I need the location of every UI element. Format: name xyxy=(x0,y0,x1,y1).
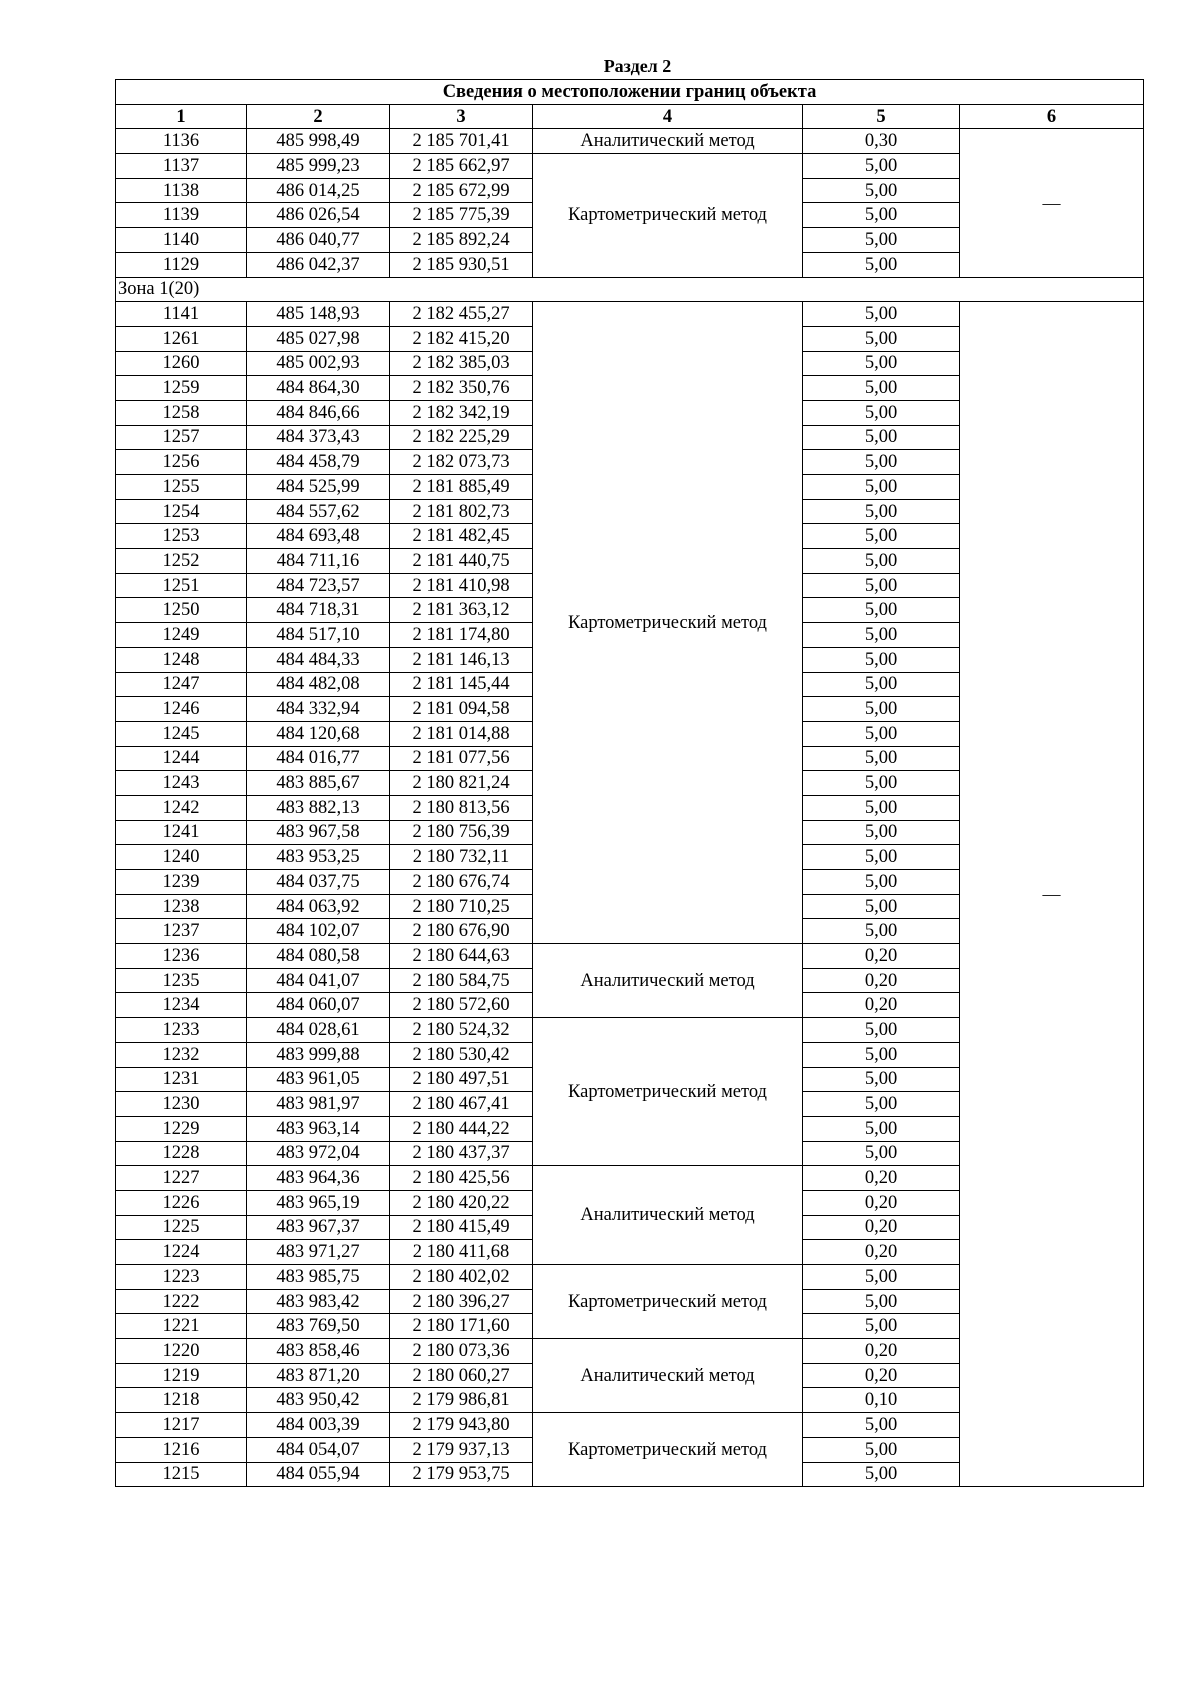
y-coordinate-cell: 2 180 425,56 xyxy=(390,1166,533,1191)
y-coordinate-cell: 2 180 676,90 xyxy=(390,919,533,944)
y-coordinate-cell: 2 182 415,20 xyxy=(390,326,533,351)
point-number-cell: 1236 xyxy=(116,944,247,969)
description-cell: — xyxy=(960,302,1144,1487)
x-coordinate-cell: 486 014,25 xyxy=(247,178,390,203)
point-number-cell: 1261 xyxy=(116,326,247,351)
accuracy-cell: 0,20 xyxy=(803,1166,960,1191)
accuracy-cell: 0,20 xyxy=(803,968,960,993)
y-coordinate-cell: 2 180 710,25 xyxy=(390,894,533,919)
y-coordinate-cell: 2 185 701,41 xyxy=(390,129,533,154)
table-title: Сведения о местоположении границ объекта xyxy=(116,80,1144,105)
accuracy-cell: 5,00 xyxy=(803,1265,960,1290)
x-coordinate-cell: 484 718,31 xyxy=(247,598,390,623)
y-coordinate-cell: 2 181 174,80 xyxy=(390,623,533,648)
method-cell: Картометрический метод xyxy=(533,1413,803,1487)
accuracy-cell: 5,00 xyxy=(803,845,960,870)
accuracy-cell: 5,00 xyxy=(803,1413,960,1438)
point-number-cell: 1225 xyxy=(116,1215,247,1240)
x-coordinate-cell: 483 999,88 xyxy=(247,1042,390,1067)
point-number-cell: 1259 xyxy=(116,376,247,401)
x-coordinate-cell: 484 055,94 xyxy=(247,1462,390,1487)
accuracy-cell: 0,20 xyxy=(803,944,960,969)
point-number-cell: 1224 xyxy=(116,1240,247,1265)
y-coordinate-cell: 2 180 676,74 xyxy=(390,870,533,895)
accuracy-cell: 5,00 xyxy=(803,203,960,228)
point-number-cell: 1245 xyxy=(116,721,247,746)
y-coordinate-cell: 2 180 396,27 xyxy=(390,1289,533,1314)
y-coordinate-cell: 2 180 572,60 xyxy=(390,993,533,1018)
point-number-cell: 1221 xyxy=(116,1314,247,1339)
point-number-cell: 1253 xyxy=(116,524,247,549)
x-coordinate-cell: 484 120,68 xyxy=(247,721,390,746)
method-cell: Аналитический метод xyxy=(533,1339,803,1413)
accuracy-cell: 5,00 xyxy=(803,228,960,253)
table-row xyxy=(116,302,1144,327)
accuracy-cell: 5,00 xyxy=(803,351,960,376)
x-coordinate-cell: 483 983,42 xyxy=(247,1289,390,1314)
column-header: 4 xyxy=(533,104,803,129)
y-coordinate-cell: 2 182 225,29 xyxy=(390,425,533,450)
accuracy-cell: 5,00 xyxy=(803,400,960,425)
y-coordinate-cell: 2 179 986,81 xyxy=(390,1388,533,1413)
point-number-cell: 1235 xyxy=(116,968,247,993)
accuracy-cell: 0,10 xyxy=(803,1388,960,1413)
point-number-cell: 1252 xyxy=(116,549,247,574)
point-number-cell: 1251 xyxy=(116,573,247,598)
accuracy-cell: 0,20 xyxy=(803,1339,960,1364)
point-number-cell: 1219 xyxy=(116,1363,247,1388)
y-coordinate-cell: 2 182 455,27 xyxy=(390,302,533,327)
point-number-cell: 1215 xyxy=(116,1462,247,1487)
method-cell: Картометрический метод xyxy=(533,1265,803,1339)
y-coordinate-cell: 2 180 171,60 xyxy=(390,1314,533,1339)
x-coordinate-cell: 486 026,54 xyxy=(247,203,390,228)
accuracy-cell: 5,00 xyxy=(803,524,960,549)
accuracy-cell: 5,00 xyxy=(803,549,960,574)
description-cell: — xyxy=(960,129,1144,277)
x-coordinate-cell: 484 332,94 xyxy=(247,697,390,722)
accuracy-cell: 5,00 xyxy=(803,475,960,500)
point-number-cell: 1247 xyxy=(116,672,247,697)
accuracy-cell: 5,00 xyxy=(803,894,960,919)
y-coordinate-cell: 2 181 440,75 xyxy=(390,549,533,574)
boundary-coordinates-table xyxy=(115,79,1144,1487)
x-coordinate-cell: 484 041,07 xyxy=(247,968,390,993)
accuracy-cell: 5,00 xyxy=(803,154,960,179)
y-coordinate-cell: 2 185 672,99 xyxy=(390,178,533,203)
point-number-cell: 1233 xyxy=(116,1018,247,1043)
zone-row xyxy=(116,277,1144,302)
method-cell: Аналитический метод xyxy=(533,944,803,1018)
y-coordinate-cell: 2 181 145,44 xyxy=(390,672,533,697)
column-header: 3 xyxy=(390,104,533,129)
accuracy-cell: 0,30 xyxy=(803,129,960,154)
x-coordinate-cell: 484 037,75 xyxy=(247,870,390,895)
y-coordinate-cell: 2 180 584,75 xyxy=(390,968,533,993)
accuracy-cell: 5,00 xyxy=(803,178,960,203)
y-coordinate-cell: 2 182 342,19 xyxy=(390,400,533,425)
point-number-cell: 1256 xyxy=(116,450,247,475)
x-coordinate-cell: 484 864,30 xyxy=(247,376,390,401)
method-cell: Картометрический метод xyxy=(533,302,803,944)
accuracy-cell: 0,20 xyxy=(803,1363,960,1388)
accuracy-cell: 5,00 xyxy=(803,721,960,746)
accuracy-cell: 5,00 xyxy=(803,252,960,277)
x-coordinate-cell: 484 102,07 xyxy=(247,919,390,944)
accuracy-cell: 5,00 xyxy=(803,672,960,697)
table-title-row xyxy=(116,80,1144,105)
y-coordinate-cell: 2 180 420,22 xyxy=(390,1190,533,1215)
x-coordinate-cell: 484 016,77 xyxy=(247,746,390,771)
accuracy-cell: 5,00 xyxy=(803,598,960,623)
x-coordinate-cell: 483 950,42 xyxy=(247,1388,390,1413)
point-number-cell: 1232 xyxy=(116,1042,247,1067)
accuracy-cell: 5,00 xyxy=(803,746,960,771)
y-coordinate-cell: 2 181 410,98 xyxy=(390,573,533,598)
accuracy-cell: 5,00 xyxy=(803,820,960,845)
x-coordinate-cell: 484 482,08 xyxy=(247,672,390,697)
y-coordinate-cell: 2 185 892,24 xyxy=(390,228,533,253)
point-number-cell: 1217 xyxy=(116,1413,247,1438)
x-coordinate-cell: 483 965,19 xyxy=(247,1190,390,1215)
y-coordinate-cell: 2 181 482,45 xyxy=(390,524,533,549)
x-coordinate-cell: 484 723,57 xyxy=(247,573,390,598)
point-number-cell: 1140 xyxy=(116,228,247,253)
y-coordinate-cell: 2 180 444,22 xyxy=(390,1116,533,1141)
accuracy-cell: 5,00 xyxy=(803,623,960,648)
accuracy-cell: 5,00 xyxy=(803,1289,960,1314)
point-number-cell: 1218 xyxy=(116,1388,247,1413)
y-coordinate-cell: 2 179 953,75 xyxy=(390,1462,533,1487)
accuracy-cell: 5,00 xyxy=(803,919,960,944)
accuracy-cell: 5,00 xyxy=(803,1437,960,1462)
method-cell: Картометрический метод xyxy=(533,1018,803,1166)
point-number-cell: 1228 xyxy=(116,1141,247,1166)
point-number-cell: 1230 xyxy=(116,1092,247,1117)
point-number-cell: 1138 xyxy=(116,178,247,203)
point-number-cell: 1139 xyxy=(116,203,247,228)
y-coordinate-cell: 2 181 363,12 xyxy=(390,598,533,623)
section-title: Раздел 2 xyxy=(603,56,672,76)
x-coordinate-cell: 484 458,79 xyxy=(247,450,390,475)
x-coordinate-cell: 484 003,39 xyxy=(247,1413,390,1438)
y-coordinate-cell: 2 181 885,49 xyxy=(390,475,533,500)
accuracy-cell: 5,00 xyxy=(803,771,960,796)
x-coordinate-cell: 483 963,14 xyxy=(247,1116,390,1141)
y-coordinate-cell: 2 181 802,73 xyxy=(390,499,533,524)
x-coordinate-cell: 483 769,50 xyxy=(247,1314,390,1339)
x-coordinate-cell: 483 967,37 xyxy=(247,1215,390,1240)
y-coordinate-cell: 2 182 385,03 xyxy=(390,351,533,376)
accuracy-cell: 5,00 xyxy=(803,1042,960,1067)
y-coordinate-cell: 2 180 821,24 xyxy=(390,771,533,796)
point-number-cell: 1246 xyxy=(116,697,247,722)
y-coordinate-cell: 2 180 524,32 xyxy=(390,1018,533,1043)
y-coordinate-cell: 2 180 402,02 xyxy=(390,1265,533,1290)
x-coordinate-cell: 483 858,46 xyxy=(247,1339,390,1364)
y-coordinate-cell: 2 180 411,68 xyxy=(390,1240,533,1265)
x-coordinate-cell: 483 871,20 xyxy=(247,1363,390,1388)
y-coordinate-cell: 2 180 415,49 xyxy=(390,1215,533,1240)
x-coordinate-cell: 486 042,37 xyxy=(247,252,390,277)
x-coordinate-cell: 483 964,36 xyxy=(247,1166,390,1191)
x-coordinate-cell: 484 517,10 xyxy=(247,623,390,648)
y-coordinate-cell: 2 180 497,51 xyxy=(390,1067,533,1092)
point-number-cell: 1238 xyxy=(116,894,247,919)
point-number-cell: 1242 xyxy=(116,795,247,820)
point-number-cell: 1243 xyxy=(116,771,247,796)
accuracy-cell: 5,00 xyxy=(803,326,960,351)
accuracy-cell: 5,00 xyxy=(803,1116,960,1141)
x-coordinate-cell: 485 002,93 xyxy=(247,351,390,376)
point-number-cell: 1223 xyxy=(116,1265,247,1290)
point-number-cell: 1234 xyxy=(116,993,247,1018)
x-coordinate-cell: 483 961,05 xyxy=(247,1067,390,1092)
point-number-cell: 1229 xyxy=(116,1116,247,1141)
point-number-cell: 1250 xyxy=(116,598,247,623)
y-coordinate-cell: 2 180 530,42 xyxy=(390,1042,533,1067)
table-row xyxy=(116,129,1144,154)
accuracy-cell: 5,00 xyxy=(803,1092,960,1117)
accuracy-cell: 0,20 xyxy=(803,1240,960,1265)
point-number-cell: 1258 xyxy=(116,400,247,425)
accuracy-cell: 0,20 xyxy=(803,1190,960,1215)
accuracy-cell: 5,00 xyxy=(803,795,960,820)
y-coordinate-cell: 2 179 937,13 xyxy=(390,1437,533,1462)
accuracy-cell: 5,00 xyxy=(803,1462,960,1487)
accuracy-cell: 5,00 xyxy=(803,647,960,672)
x-coordinate-cell: 484 711,16 xyxy=(247,549,390,574)
y-coordinate-cell: 2 181 146,13 xyxy=(390,647,533,672)
x-coordinate-cell: 484 846,66 xyxy=(247,400,390,425)
point-number-cell: 1227 xyxy=(116,1166,247,1191)
point-number-cell: 1241 xyxy=(116,820,247,845)
x-coordinate-cell: 484 484,33 xyxy=(247,647,390,672)
x-coordinate-cell: 483 967,58 xyxy=(247,820,390,845)
x-coordinate-cell: 483 971,27 xyxy=(247,1240,390,1265)
x-coordinate-cell: 484 693,48 xyxy=(247,524,390,549)
y-coordinate-cell: 2 185 662,97 xyxy=(390,154,533,179)
accuracy-cell: 5,00 xyxy=(803,302,960,327)
x-coordinate-cell: 485 148,93 xyxy=(247,302,390,327)
method-cell: Аналитический метод xyxy=(533,129,803,154)
y-coordinate-cell: 2 180 060,27 xyxy=(390,1363,533,1388)
x-coordinate-cell: 483 885,67 xyxy=(247,771,390,796)
x-coordinate-cell: 483 953,25 xyxy=(247,845,390,870)
method-cell: Аналитический метод xyxy=(533,1166,803,1265)
y-coordinate-cell: 2 180 644,63 xyxy=(390,944,533,969)
point-number-cell: 1137 xyxy=(116,154,247,179)
accuracy-cell: 5,00 xyxy=(803,499,960,524)
point-number-cell: 1222 xyxy=(116,1289,247,1314)
y-coordinate-cell: 2 181 077,56 xyxy=(390,746,533,771)
x-coordinate-cell: 485 998,49 xyxy=(247,129,390,154)
accuracy-cell: 5,00 xyxy=(803,1141,960,1166)
point-number-cell: 1254 xyxy=(116,499,247,524)
x-coordinate-cell: 485 999,23 xyxy=(247,154,390,179)
x-coordinate-cell: 483 972,04 xyxy=(247,1141,390,1166)
y-coordinate-cell: 2 180 756,39 xyxy=(390,820,533,845)
point-number-cell: 1239 xyxy=(116,870,247,895)
point-number-cell: 1129 xyxy=(116,252,247,277)
x-coordinate-cell: 484 525,99 xyxy=(247,475,390,500)
point-number-cell: 1216 xyxy=(116,1437,247,1462)
y-coordinate-cell: 2 185 930,51 xyxy=(390,252,533,277)
point-number-cell: 1220 xyxy=(116,1339,247,1364)
x-coordinate-cell: 484 557,62 xyxy=(247,499,390,524)
x-coordinate-cell: 484 054,07 xyxy=(247,1437,390,1462)
accuracy-cell: 0,20 xyxy=(803,993,960,1018)
point-number-cell: 1231 xyxy=(116,1067,247,1092)
y-coordinate-cell: 2 185 775,39 xyxy=(390,203,533,228)
point-number-cell: 1248 xyxy=(116,647,247,672)
point-number-cell: 1255 xyxy=(116,475,247,500)
method-cell: Картометрический метод xyxy=(533,154,803,277)
point-number-cell: 1237 xyxy=(116,919,247,944)
column-header-row xyxy=(116,104,1144,129)
column-header: 2 xyxy=(247,104,390,129)
accuracy-cell: 5,00 xyxy=(803,376,960,401)
y-coordinate-cell: 2 179 943,80 xyxy=(390,1413,533,1438)
point-number-cell: 1260 xyxy=(116,351,247,376)
x-coordinate-cell: 483 882,13 xyxy=(247,795,390,820)
point-number-cell: 1141 xyxy=(116,302,247,327)
column-header: 5 xyxy=(803,104,960,129)
accuracy-cell: 5,00 xyxy=(803,425,960,450)
x-coordinate-cell: 483 981,97 xyxy=(247,1092,390,1117)
x-coordinate-cell: 486 040,77 xyxy=(247,228,390,253)
y-coordinate-cell: 2 180 467,41 xyxy=(390,1092,533,1117)
accuracy-cell: 0,20 xyxy=(803,1215,960,1240)
accuracy-cell: 5,00 xyxy=(803,1314,960,1339)
point-number-cell: 1226 xyxy=(116,1190,247,1215)
x-coordinate-cell: 484 028,61 xyxy=(247,1018,390,1043)
accuracy-cell: 5,00 xyxy=(803,573,960,598)
y-coordinate-cell: 2 180 813,56 xyxy=(390,795,533,820)
accuracy-cell: 5,00 xyxy=(803,1067,960,1092)
point-number-cell: 1136 xyxy=(116,129,247,154)
column-header: 1 xyxy=(116,104,247,129)
y-coordinate-cell: 2 180 732,11 xyxy=(390,845,533,870)
y-coordinate-cell: 2 181 014,88 xyxy=(390,721,533,746)
table-body xyxy=(116,129,1144,1487)
y-coordinate-cell: 2 182 073,73 xyxy=(390,450,533,475)
y-coordinate-cell: 2 180 437,37 xyxy=(390,1141,533,1166)
x-coordinate-cell: 485 027,98 xyxy=(247,326,390,351)
accuracy-cell: 5,00 xyxy=(803,1018,960,1043)
x-coordinate-cell: 484 373,43 xyxy=(247,425,390,450)
point-number-cell: 1257 xyxy=(116,425,247,450)
x-coordinate-cell: 483 985,75 xyxy=(247,1265,390,1290)
x-coordinate-cell: 484 063,92 xyxy=(247,894,390,919)
point-number-cell: 1249 xyxy=(116,623,247,648)
y-coordinate-cell: 2 180 073,36 xyxy=(390,1339,533,1364)
point-number-cell: 1240 xyxy=(116,845,247,870)
accuracy-cell: 5,00 xyxy=(803,697,960,722)
y-coordinate-cell: 2 182 350,76 xyxy=(390,376,533,401)
x-coordinate-cell: 484 060,07 xyxy=(247,993,390,1018)
y-coordinate-cell: 2 181 094,58 xyxy=(390,697,533,722)
point-number-cell: 1244 xyxy=(116,746,247,771)
x-coordinate-cell: 484 080,58 xyxy=(247,944,390,969)
zone-label: Зона 1(20) xyxy=(116,277,1144,302)
accuracy-cell: 5,00 xyxy=(803,870,960,895)
accuracy-cell: 5,00 xyxy=(803,450,960,475)
column-header: 6 xyxy=(960,104,1144,129)
